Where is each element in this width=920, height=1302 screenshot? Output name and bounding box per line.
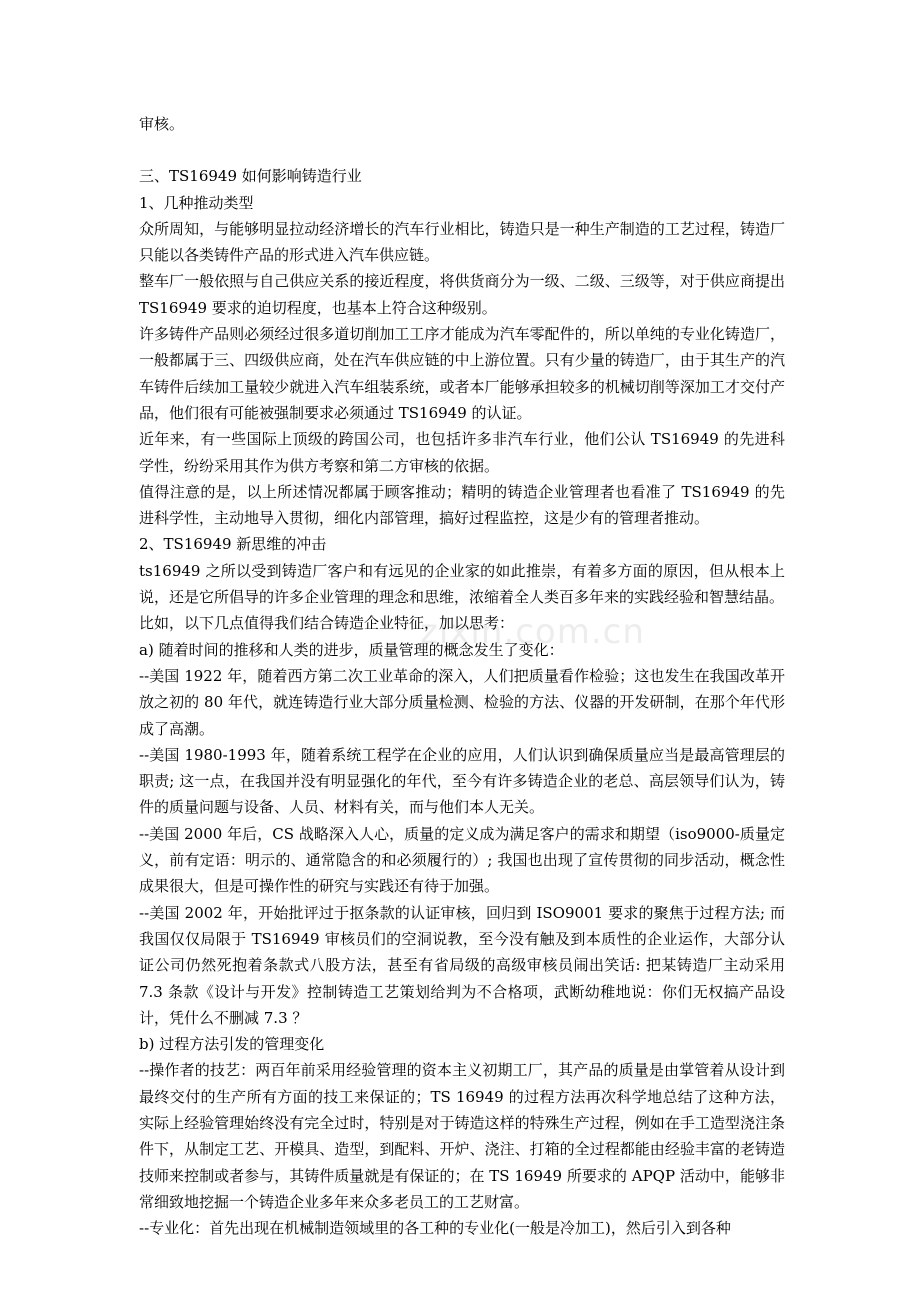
document-body — [139, 111, 785, 1241]
subsection-heading: 2、TS16949 新思维的冲击 — [139, 535, 327, 554]
paragraph: 众所周知，与能够明显拉动经济增长的汽车行业相比，铸造只是一种生产制造的工艺过程，铸造厂只能以各类铸件产品的形式进入汽车供应链。 — [139, 219, 785, 265]
list-item: --美国 1922 年，随着西方第二次工业革命的深入，人们把质量看作检验；这也发生在我国改革开放之初的 80 年代，就连铸造行业大部分质量检测、检验的方法、仪器的开发研制，在那个年代形成了高潮。 — [139, 666, 785, 738]
list-item: --美国 2002 年，开始批评过于抠条款的认证审核，回归到 ISO9001 要求的聚焦于过程方法; 而我国仅仅局限于 TS16949 审核员们的空洞说教，至今没有触及到本质性的企业运作，大部分认证公司仍然死抱着条款式八股方法，甚至有省局级的高级审核员闹出笑话: 把某铸造厂主动采用 7.3 条款《设计与开发》控制铸造工艺策划给判为不合格项，武断幼稚地说：你们无权搞产品设计，凭什么不删减 7.3 ？ — [139, 903, 785, 1027]
list-heading: a) 随着时间的推移和人类的进步，质量管理的概念发生了变化： — [139, 640, 564, 659]
paragraph: 许多铸件产品则必须经过很多道切削加工工序才能成为汽车零配件的，所以单纯的专业化铸造厂，一般都属于三、四级供应商，处在汽车供应链的中上游位置。只有少量的铸造厂，由于其生产的汽车铸件后续加工量较少就进入汽车组装系统，或者本厂能够承担较多的机械切削等深加工才交付产品，他们很有可能被强制要求必须通过 TS16949 的认证。 — [139, 325, 785, 422]
list-item: --美国 1980-1993 年，随着系统工程学在企业的应用，人们认识到确保质量应当是最高管理层的职责; 这一点，在我国并没有明显强化的年代，至今有许多铸造企业的老总、高层领导们认为，铸件的质量问题与设备、人员、材料有关，而与他们本人无关。 — [139, 745, 785, 817]
subsection-heading: 1、几种推动类型 — [139, 193, 254, 212]
paragraph: ts16949 之所以受到铸造厂客户和有远见的企业家的如此推崇，有着多方面的原因，但从根本上说，还是它所倡导的许多企业管理的理念和思维，浓缩着全人类百多年来的实践经验和智慧结晶。 — [139, 561, 785, 607]
paragraph: 近年来，有一些国际上顶级的跨国公司，也包括许多非汽车行业，他们公认 TS16949 的先进科学性，纷纷采用其作为供方考察和第二方审核的依据。 — [139, 430, 785, 475]
list-item: --美国 2000 年后，CS 战略深入人心，质量的定义成为满足客户的需求和期望（iso9000-质量定义，前有定语：明示的、通常隐含的和必须履行的）; 我国也出现了宣传贯彻的同步活动，概念性成果很大，但是可操作性的研究与实践还有待于加强。 — [139, 824, 785, 896]
list-item: --专业化：首先出现在机械制造领域里的各工种的专业化(一般是冷加工)，然后引入到各种 — [139, 1219, 731, 1238]
blank-line — [139, 137, 785, 163]
list-heading: b) 过程方法引发的管理变化 — [139, 1035, 325, 1054]
section-heading: 三、TS16949 如何影响铸造行业 — [139, 167, 362, 186]
paragraph: 比如，以下几点值得我们结合铸造企业特征，加以思考： — [139, 614, 515, 633]
paragraph: 整车厂一般依照与自己供应关系的接近程度，将供货商分为一级、二级、三级等，对于供应商提出 TS16949 要求的迫切程度，也基本上符合这种级别。 — [139, 272, 785, 317]
watermark: zixin.com.cn — [420, 612, 645, 652]
paragraph: 值得注意的是，以上所述情况都属于顾客推动；精明的铸造企业管理者也看准了 TS16949 的先进科学性，主动地导入贯彻，细化内部管理，搞好过程监控，这是少有的管理者推动。 — [139, 482, 785, 528]
list-item: --操作者的技艺：两百年前采用经验管理的资本主义初期工厂，其产品的质量是由掌管着从设计到最终交付的生产所有方面的技工来保证的；TS 16949 的过程方法再次科学地总结了这种方法，实际上经验管理始终没有完全过时，特别是对于铸造这样的特殊生产过程，例如在手工造型浇注条件下，从制定工艺、开模具、造型，到配料、开炉、浇注、打箱的全过程都能由经验丰富的老铸造技师来控制或者参与，其铸件质量就是有保证的；在 TS 16949 所要求的 APQP 活动中，能够非常细致地挖掘一个铸造企业多年来众多老员工的工艺财富。 — [139, 1061, 785, 1211]
paragraph-continuation: 审核。 — [139, 115, 185, 133]
